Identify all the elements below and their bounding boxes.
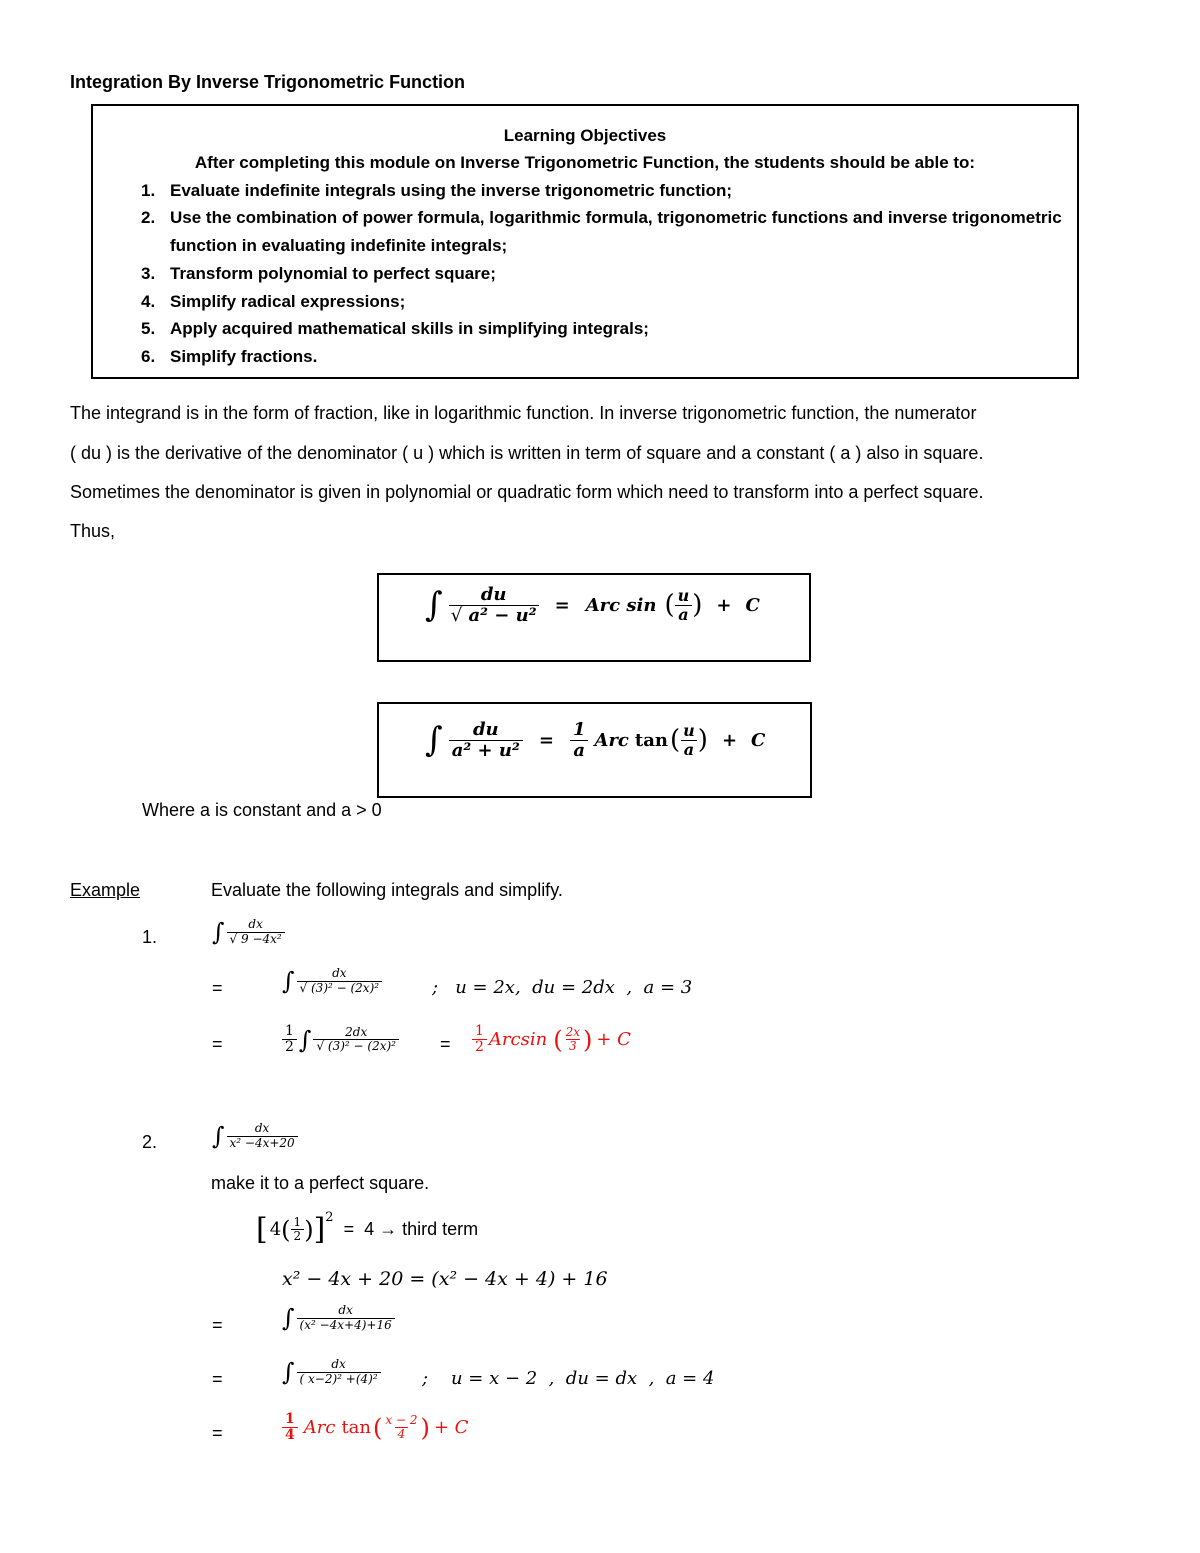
argument-fraction [563, 1026, 583, 1053]
constant-c: + C [433, 1417, 469, 1439]
ex1-step2 [282, 967, 382, 995]
ex2-integral [212, 1122, 298, 1150]
fraction-denominator: 3 [566, 1039, 580, 1053]
argument-fraction [680, 722, 698, 758]
example-label: Example [70, 880, 141, 900]
objective-number: 4. [141, 292, 156, 311]
ex1-fraction [227, 918, 285, 945]
objective-text: Use the combination of power formula, logarithmic formula, trigonometric functions and inverse trigonometric [170, 208, 1062, 227]
radicand: 9 −4x² [241, 931, 282, 946]
integral-sign: ∫ [298, 1025, 312, 1054]
close-bracket: ] [313, 1212, 326, 1247]
fraction-denominator: 4 [395, 1427, 409, 1441]
fraction-numerator: dx [248, 917, 263, 932]
objectives-heading: Learning Objectives [503, 126, 667, 145]
open-bracket: [ [256, 1212, 268, 1247]
close-paren: ) [420, 1413, 430, 1442]
radicand: (3)² − (2x)² [327, 1039, 396, 1054]
ex1-step3-fraction [313, 1026, 399, 1053]
coefficient-fraction [472, 1024, 487, 1056]
fraction-denominator [227, 932, 285, 946]
objectives-intro: After completing this module on Inverse Trigonometric Function, the students should be able to: [194, 153, 976, 172]
fraction-denominator: ( x−2)² +(4)² [297, 1372, 381, 1386]
coefficient-fraction [570, 720, 589, 761]
ex1-step3 [282, 1024, 399, 1056]
equals-sign: = [212, 1034, 223, 1054]
half-fraction [291, 1216, 305, 1243]
step-result: = 4 → third term [343, 1219, 479, 1239]
example-instruction: Evaluate the following integrals and simplify. [211, 880, 563, 900]
formula-fraction [449, 585, 539, 626]
integral-sign: ∫ [425, 720, 443, 761]
close-paren: ) [697, 725, 708, 756]
fraction-denominator: (x² −4x+4)+16 [297, 1318, 395, 1332]
ex2-substitution: ; u = x − 2 , du = dx , a = 4 [422, 1368, 715, 1389]
example-number: 2. [142, 1132, 158, 1152]
ex1-step2-fraction [297, 967, 383, 994]
ex2-step2-fraction [297, 1304, 395, 1331]
fraction-denominator: a² + u² [449, 740, 523, 761]
function-name: Arc [303, 1417, 336, 1439]
function-name: Arc [594, 729, 629, 751]
objective-number: 2. [141, 208, 156, 227]
fraction-denominator: a [681, 740, 697, 759]
radical-sign: √ [316, 1039, 325, 1054]
open-paren: ( [664, 590, 675, 621]
formula-fraction [449, 720, 523, 761]
fraction-numerator: du [480, 584, 507, 605]
fraction-numerator: u [683, 721, 695, 741]
open-paren: ( [281, 1215, 291, 1244]
arcsin-formula [425, 585, 760, 626]
fraction-numerator: 1 [475, 1023, 484, 1039]
ex2-square-step [256, 1212, 478, 1247]
objective-text: Transform polynomial to perfect square; [170, 264, 496, 283]
learning-objectives-box [91, 104, 1079, 379]
open-paren: ( [669, 725, 681, 756]
fraction-numerator: 1 [572, 719, 586, 740]
exponent: 2 [325, 1210, 334, 1225]
integral-sign: ∫ [212, 918, 225, 946]
equals-sign: = [440, 1034, 451, 1054]
equals-sign: = [554, 594, 570, 616]
objective-text: Simplify radical expressions; [170, 292, 406, 311]
integral-sign: ∫ [282, 1304, 295, 1332]
paragraph-line: Sometimes the denominator is given in polynomial or quadratic form which need to transform into a perfect square. [70, 482, 984, 502]
integral-sign: ∫ [212, 1122, 225, 1150]
objective-text: Apply acquired mathematical skills in simplifying integrals; [170, 319, 649, 338]
paragraph-line: The integrand is in the form of fraction, like in logarithmic function. In inverse trigonometric function, the numerator [70, 403, 977, 423]
integral-sign: ∫ [282, 1358, 295, 1386]
equals-sign: = [538, 729, 554, 751]
ex2-identity: x² − 4x + 20 = (x² − 4x + 4) + 16 [282, 1268, 608, 1290]
fraction-denominator: 4 [282, 1427, 298, 1443]
arctan-formula-box [377, 702, 812, 798]
close-paren: ) [692, 590, 703, 621]
equals-sign: = [212, 978, 223, 998]
fraction-denominator: x² −4x+20 [227, 1136, 298, 1150]
constant-c: + C [596, 1029, 631, 1051]
objective-text: function in evaluating indefinite integrals; [170, 236, 508, 255]
ex2-fraction [227, 1122, 298, 1149]
ex2-answer [282, 1412, 468, 1444]
open-paren: ( [373, 1413, 383, 1442]
fraction-denominator: 2 [472, 1039, 487, 1055]
paragraph-line: Thus, [70, 521, 116, 541]
equals-sign: = [212, 1369, 223, 1389]
radical-sign: √ [450, 604, 463, 626]
radical-sign: √ [299, 980, 308, 995]
fraction-denominator [449, 605, 539, 626]
fraction-numerator: x − 2 [385, 1413, 418, 1428]
plus-sign: + [716, 594, 732, 616]
radical-sign: √ [229, 931, 238, 946]
paragraph-line: ( du ) is the derivative of the denominator ( u ) which is written in term of square and a constant ( a ) also in square. [70, 443, 984, 463]
objective-number: 3. [141, 264, 156, 283]
function-name: Arcsin [488, 1029, 548, 1051]
plus-sign: + [721, 729, 738, 751]
arctan-formula [425, 720, 765, 761]
step-coefficient: 4 [269, 1219, 282, 1240]
function-name: Arc sin [585, 594, 657, 616]
coefficient-fraction [282, 1412, 298, 1444]
function-name-tan: tan [634, 729, 668, 751]
argument-fraction [675, 587, 693, 623]
fraction-denominator [297, 981, 383, 995]
equals-sign: = [212, 1315, 223, 1335]
where-note: Where a is constant and a > 0 [142, 800, 382, 820]
fraction-numerator: dx [331, 1357, 346, 1372]
ex1-answer [472, 1024, 631, 1056]
objective-number: 5. [141, 319, 156, 338]
ex2-step2 [282, 1304, 395, 1332]
ex1-integral [212, 918, 285, 946]
ex1-substitution: ; u = 2x, du = 2dx , a = 3 [432, 977, 693, 998]
objective-number: 6. [141, 347, 156, 366]
page-title: Integration By Inverse Trigonometric Function [70, 72, 466, 92]
fraction-numerator: dx [332, 966, 347, 981]
fraction-denominator: a [675, 605, 691, 624]
ex2-instruction: make it to a perfect square. [211, 1173, 430, 1193]
ex2-step3 [282, 1358, 381, 1386]
constant-c: C [745, 594, 760, 616]
fraction-numerator: 1 [285, 1411, 295, 1427]
fraction-numerator: 2x [565, 1025, 580, 1040]
fraction-numerator: 1 [293, 1214, 302, 1229]
close-paren: ) [582, 1025, 593, 1054]
coefficient-fraction [282, 1024, 297, 1056]
close-paren: ) [304, 1215, 314, 1244]
fraction-numerator: u [677, 586, 690, 606]
fraction-denominator: a [570, 740, 588, 761]
objective-number: 1. [141, 181, 156, 200]
objective-text: Evaluate indefinite integrals using the inverse trigonometric function; [170, 181, 733, 200]
fraction-numerator: 1 [285, 1023, 294, 1039]
open-paren: ( [553, 1025, 563, 1054]
fraction-numerator: du [472, 719, 499, 740]
argument-fraction [382, 1414, 420, 1441]
fraction-numerator: 2dx [345, 1025, 368, 1040]
integral-sign: ∫ [282, 967, 295, 995]
fraction-denominator: 2 [282, 1039, 297, 1055]
arcsin-formula-box [377, 573, 811, 662]
fraction-numerator: dx [254, 1121, 270, 1136]
objective-text: Simplify fractions. [170, 347, 318, 366]
ex2-step3-fraction [297, 1358, 381, 1385]
constant-c: C [751, 729, 766, 751]
equals-sign: = [212, 1423, 223, 1443]
integral-sign: ∫ [425, 585, 443, 626]
radicand: (3)² − (2x)² [311, 980, 380, 995]
fraction-denominator [313, 1039, 399, 1053]
radicand: a² − u² [468, 604, 537, 626]
example-number: 1. [142, 927, 158, 947]
fraction-denominator: 2 [291, 1229, 305, 1243]
function-name-tan: tan [341, 1417, 371, 1439]
fraction-numerator: dx [338, 1303, 353, 1318]
